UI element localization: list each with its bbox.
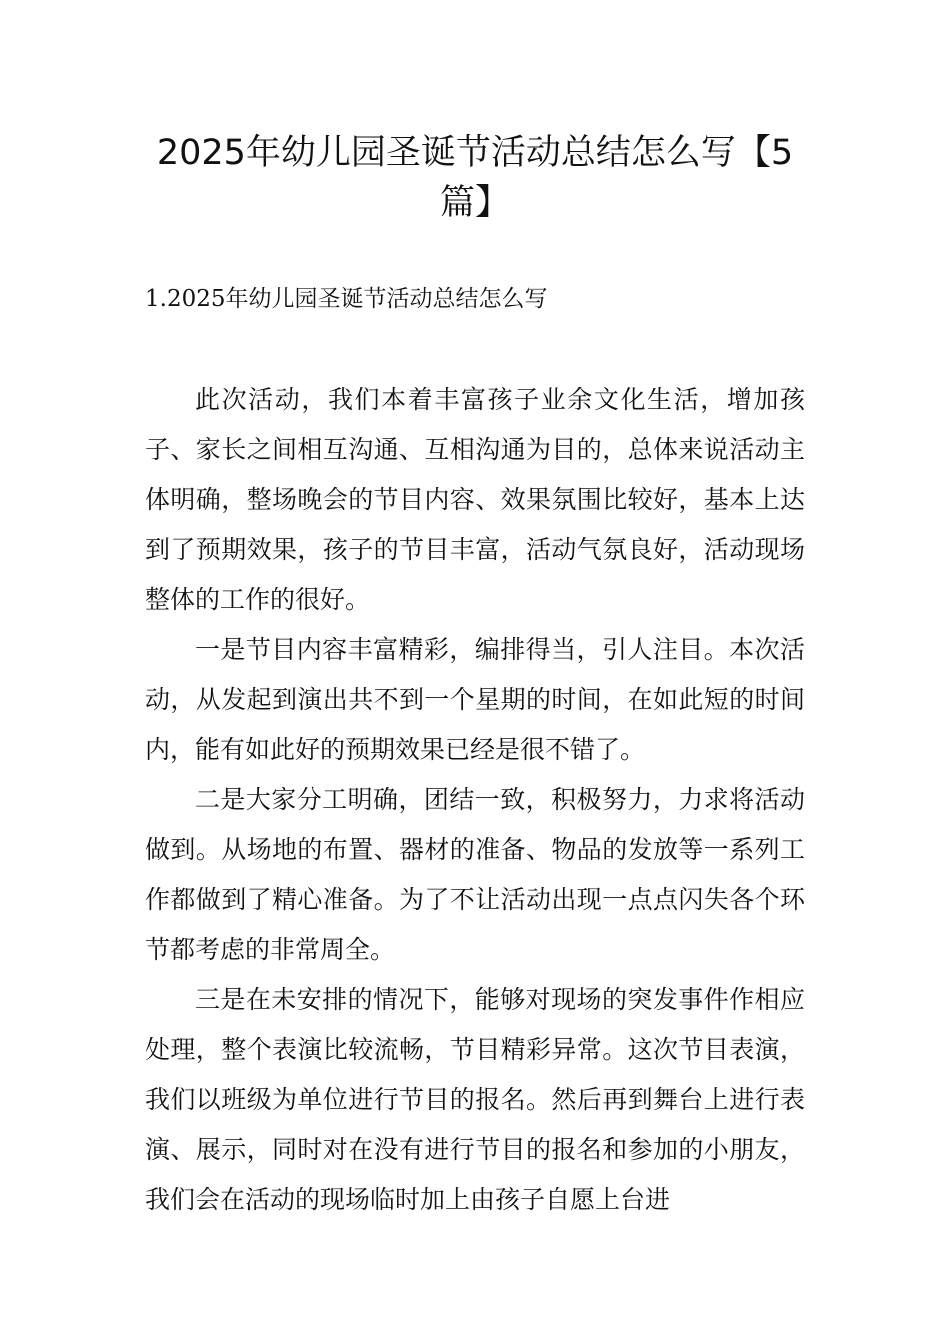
- paragraph-1: 此次活动，我们本着丰富孩子业余文化生活，增加孩子、家长之间相互沟通、互相沟通为目的，总体来说活动主体明确，整场晚会的节目内容、效果氛围比较好，基本上达到了预期效果，孩子的节目丰富，活动气氛良好，活动现场整体的工作的很好。: [145, 385, 805, 614]
- document-body: [145, 375, 805, 1225]
- paragraph-4: 三是在未安排的情况下，能够对现场的突发事件作相应处理，整个表演比较流畅，节目精彩异常。这次节目表演，我们以班级为单位进行节目的报名。然后再到舞台上进行表演、展示，同时对在没有进行节目的报名和参加的小朋友，我们会在活动的现场临时加上由孩子自愿上台进: [145, 985, 805, 1214]
- document-title: 2025年幼儿园圣诞节活动总结怎么写【5篇】: [156, 133, 794, 223]
- paragraph-2: 一是节目内容丰富精彩，编排得当，引人注目。本次活动，从发起到演出共不到一个星期的时间，在如此短的时间内，能有如此好的预期效果已经是很不错了。: [145, 635, 805, 764]
- section-heading: 1.2025年幼儿园圣诞节活动总结怎么写: [145, 286, 548, 312]
- paragraph-3: 二是大家分工明确，团结一致，积极努力，力求将活动做到。从场地的布置、器材的准备、物品的发放等一系列工作都做到了精心准备。为了不让活动出现一点点闪失各个环节都考虑的非常周全。: [145, 785, 805, 964]
